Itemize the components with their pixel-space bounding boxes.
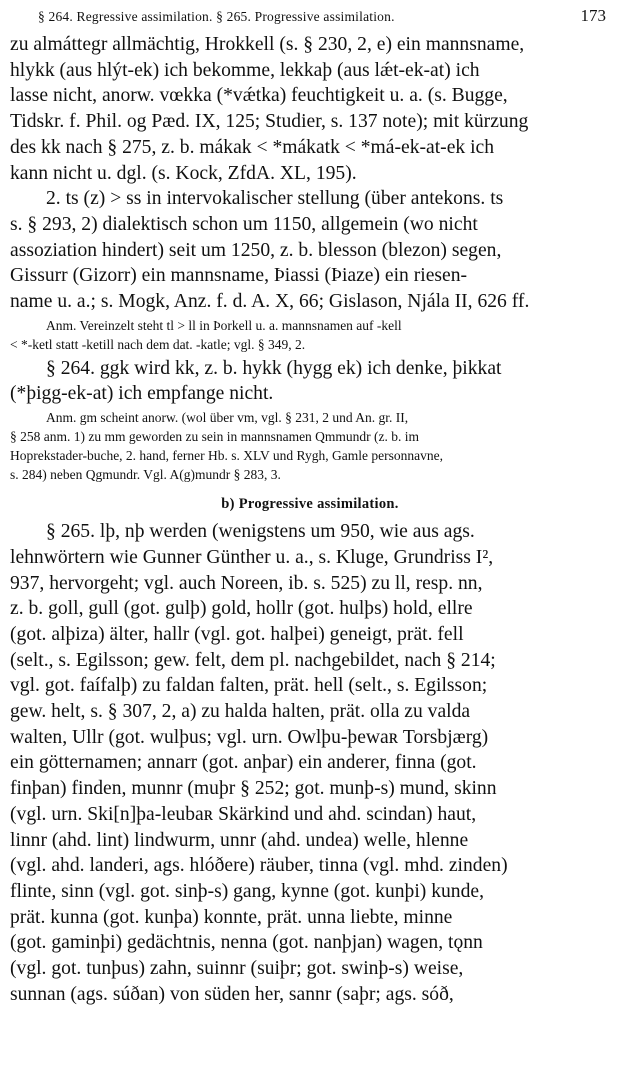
note-line: § 258 anm. 1) zu mm geworden zu sein in mannsnamen Qmmundr (z. b. im xyxy=(10,429,420,445)
text-line: zu almáttegr allmächtig, Hrokkell (s. § 230, 2, e) ein mannsname, xyxy=(10,34,525,55)
text-line: sunnan (ags. súðan) von süden her, sannr (saþr; ags. sóð, xyxy=(10,983,454,1005)
text-line: finþan) finden, munnr (muþr § 252; got. munþ-s) mund, skinn xyxy=(10,778,497,800)
text-line: gew. helt, s. § 307, 2, a) zu halda halten, prät. olla zu valda xyxy=(10,701,471,723)
text-line: prät. kunna (got. kunþa) konnte, prät. unna liebte, minne xyxy=(10,906,453,928)
text-line: s. § 293, 2) dialektisch schon um 1150, allgemein (wo nicht xyxy=(10,213,478,235)
text-line: 2. ts (z) > ss in intervokalischer stellung (über antekons. ts xyxy=(46,188,504,210)
text-line: assoziation hindert) seit um 1250, z. b. blesson (blezon) segen, xyxy=(10,239,502,261)
text-line: (got. gaminþi) gedächtnis, nenna (got. nanþjan) wagen, tǫnn xyxy=(10,932,483,954)
text-line: (vgl. ahd. landeri, ags. hlóðere) räuber, tinna (vgl. mhd. zinden) xyxy=(10,855,508,877)
text-line: § 264. ggk wird kk, z. b. hykk (hygg ek) ich denke, þikkat xyxy=(46,357,502,379)
text-line: des kk nach § 275, z. b. mákak < *mákatk < *má-ek-at-ek ich xyxy=(10,136,495,158)
text-line: lasse nicht, anorw. vœkka (*vǽtka) feuchtigkeit u. a. (s. Bugge, xyxy=(10,85,508,107)
anmerkung-1 xyxy=(10,316,610,354)
text-line: kann nicht u. dgl. (s. Kock, ZfdA. XL, 195). xyxy=(10,162,357,184)
text-line: Tidskr. f. Phil. og Pæd. IX, 125; Studier, s. 137 note); mit kürzung xyxy=(10,111,529,133)
running-header xyxy=(10,6,610,32)
section-263-continuation xyxy=(10,32,610,186)
text-line: z. b. goll, gull (got. gulþ) gold, hollr (got. hulþs) hold, ellre xyxy=(10,598,473,620)
page-number: 173 xyxy=(580,6,606,25)
text-line: flinte, sinn (vgl. got. sinþ-s) gang, kynne (got. kunþi) kunde, xyxy=(10,880,485,902)
text-line: ein götternamen; annarr (got. anþar) ein anderer, finna (got. xyxy=(10,752,477,774)
text-line: (vgl. got. tunþus) zahn, suinnr (suiþr; got. swinþ-s) weise, xyxy=(10,958,464,980)
section-264 xyxy=(10,356,610,407)
text-line: name u. a.; s. Mogk, Anz. f. d. A. X, 66; Gislason, Njála II, 626 ff. xyxy=(10,291,530,313)
item-2-paragraph xyxy=(10,186,610,315)
text-line: lehnwörtern wie Gunner Günther u. a., s. Kluge, Grundriss I², xyxy=(10,546,494,568)
running-title: § 264. Regressive assimilation. § 265. Progressive assimilation. xyxy=(38,9,395,24)
subheading-progressive-assimilation: b) Progressive assimilation. xyxy=(221,496,399,513)
text-line: hlykk (aus hlýt-ek) ich bekomme, lekkaþ (aus lǽt-ek-at) ich xyxy=(10,59,480,81)
text-line: 937, hervorgeht; vgl. auch Noreen, ib. s. 525) zu ll, resp. nn, xyxy=(10,572,483,594)
text-line: (got. alþiza) älter, hallr (vgl. got. halþei) geneigt, prät. fell xyxy=(10,623,464,645)
section-265 xyxy=(10,519,610,1007)
note-line: Anm. Vereinzelt steht tl > ll in Þorkell u. a. mannsnamen auf -kell xyxy=(46,317,402,333)
text-line: (selt., s. Egilsson; gew. felt, dem pl. nachgebildet, nach § 214; xyxy=(10,649,496,671)
text-line: Gissurr (Gizorr) ein mannsname, Þiassi (Þiaze) ein riesen- xyxy=(10,265,468,287)
text-line: § 265. lþ, nþ werden (wenigstens um 950, wie aus ags. xyxy=(46,521,475,543)
note-line: < *-ketl statt -ketill nach dem dat. -katle; vgl. § 349, 2. xyxy=(10,336,306,352)
note-line: s. 284) neben Qgmundr. Vgl. A(g)mundr § 283, 3. xyxy=(10,467,281,483)
note-line: Anm. gm scheint anorw. (wol über vm, vgl. § 231, 2 und An. gr. II, xyxy=(46,410,409,426)
text-line: walten, Ullr (got. wulþus; vgl. urn. Owlþu-þewaʀ Torsbjærg) xyxy=(10,726,489,748)
text-line: linnr (ahd. lint) lindwurm, unnr (ahd. undea) welle, hlenne xyxy=(10,829,469,851)
text-line: vgl. got. faífalþ) zu faldan falten, prät. hell (selt., s. Egilsson; xyxy=(10,675,488,697)
anmerkung-2 xyxy=(10,408,610,484)
text-line: (vgl. urn. Ski[n]þa-leubaʀ Skärkind und ahd. scindan) haut, xyxy=(10,803,477,825)
note-line: Hoprekstader-buche, 2. hand, ferner Hb. s. XLV und Rygh, Gamle personnavne, xyxy=(10,448,443,464)
text-line: (*þigg-ek-at) ich empfange nicht. xyxy=(10,383,274,405)
